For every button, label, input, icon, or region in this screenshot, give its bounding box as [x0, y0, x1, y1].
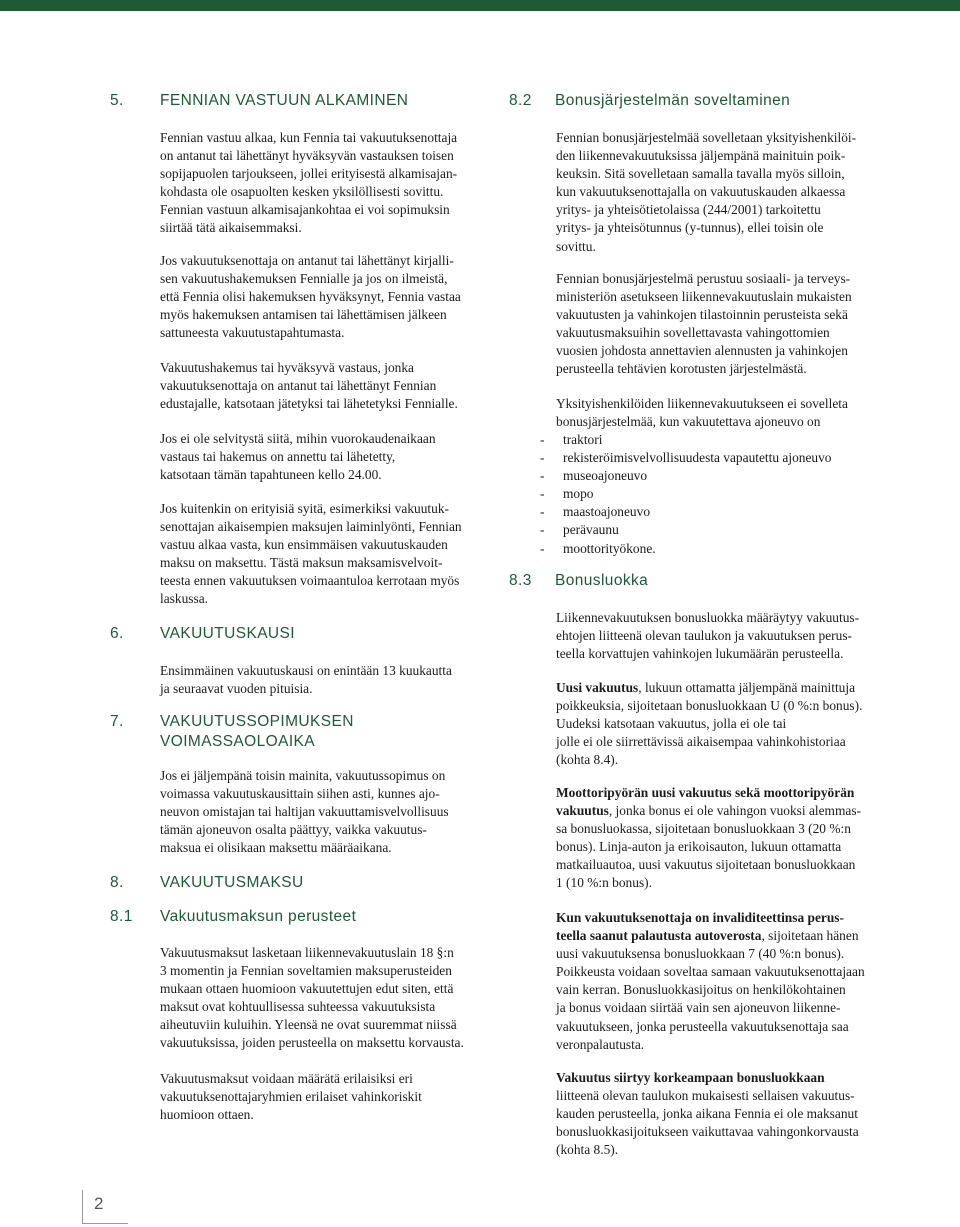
- heading-section-8: [110, 874, 304, 892]
- section-number: 8.1: [110, 908, 133, 925]
- heading-section-7: [110, 713, 354, 731]
- list-item: - perävaunu: [540, 521, 832, 539]
- list-dash: -: [540, 522, 545, 538]
- paragraph: Fennian vastuu alkaa, kun Fennia tai vakuutuksenottaja on antanut tai lähettänyt hyväksyvän vastauksen toisen sopijapuolen tarjoukseen, jollei erityisestä alkamisajan- kohdasta ole osapuolten kesken yksilöllisesti sovittu. Fennian vastuun alkamisajankohtaa ei voi sopimuksin siirtää tätä aikaisemmaksi.: [160, 130, 458, 236]
- section-title: VAKUUTUSKAUSI: [160, 625, 295, 642]
- paragraph: Vakuutushakemus tai hyväksyvä vastaus, jonka vakuutuksenottaja on antanut tai lähettänyt Fennian edustajalle, katsotaan jätetyksi tai lähetetyksi Fennialle.: [160, 360, 458, 412]
- section-title: Bonusluokka: [555, 572, 649, 589]
- paragraph: Fennian bonusjärjestelmää sovelletaan yksityishenkilöi- den liikennevakuutuksissa jäljempänä mainituin poik- keuksin. Sitä sovelletaan samalla tavalla myös silloin, kun vakuutuksenottajalla on vakuutuskauden alkaessa yritys- ja yhteisötietolaissa (244/2001) tarkoitettu yritys- ja yhteisötunnus (y-tunnus), ellei toisin ole sovittu.: [556, 130, 857, 254]
- paragraph: Ensimmäinen vakuutuskausi on enintään 13 kuukautta ja seuraavat vuoden pituisia.: [160, 663, 452, 697]
- section-title-line2: VOIMASSAOLOAIKA: [160, 733, 316, 750]
- emphasis: Vakuutus siirtyy korkeampaan bonusluokkaan: [556, 1070, 825, 1085]
- paragraph: Jos vakuutuksenottaja on antanut tai lähettänyt kirjalli- sen vakuutushakemuksen Fennialle ja jos on ilmeistä, että Fennia olisi hakemuksen hyväksynyt, Fennia vastaa myös hakemuksen antamisen tai lähettämisen jälkeen sattuneesta vakuutustapahtumasta.: [160, 253, 461, 341]
- section-title: Bonusjärjestelmän soveltaminen: [555, 92, 791, 109]
- section-title: VAKUUTUSMAKSU: [160, 874, 304, 891]
- section-number: 8.2: [509, 92, 532, 109]
- emphasis: Moottoripyörän uusi vakuutus sekä moottoripyörän vakuutus: [556, 785, 855, 819]
- paragraph: Jos ei ole selvitystä siitä, mihin vuorokaudenaikaan vastaus tai hakemus on annettu tai lähetetty, katsotaan tämän tapahtuneen kello 24.00.: [160, 431, 436, 483]
- paragraph: Jos kuitenkin on erityisiä syitä, esimerkiksi vakuutuk- senottajan aikaisempien maksujen laiminlyönti, Fennian vastuu alkaa vasta, kun ensimmäisen vakuutuskauden maksu on maksettu. Tästä maksun maksamisvelvoit- teesta ennen vakuutuksen voimaantuloa kerrotaan myös laskussa.: [160, 501, 462, 607]
- paragraph: Vakuutusmaksut voidaan määrätä erilaisiksi eri vakuutuksenottajaryhmien erilaiset vahinkoriskit huomioon ottaen.: [160, 1071, 422, 1123]
- paragraph: Jos ei jäljempänä toisin mainita, vakuutussopimus on voimassa vakuutuskausittain siihen asti, kunnes ajo- neuvon omistajan tai haltijan vakuuttamisvelvollisuus tämän ajoneuvon osalta päättyy, vaikka vakuutus- maksua ei olisikaan maksettu määräaikana.: [160, 768, 449, 856]
- footer-divider-vertical: [82, 1190, 83, 1224]
- list-dash: -: [540, 468, 545, 484]
- section-number: 5.: [110, 92, 124, 109]
- heading-section-8-3: [509, 572, 648, 590]
- section-number: 8.: [110, 874, 124, 891]
- heading-section-6: [110, 625, 295, 643]
- list-item: - museoajoneuvo: [540, 467, 832, 485]
- heading-section-8-2: [509, 92, 790, 110]
- list-item: - rekisteröimisvelvollisuudesta vapautettu ajoneuvo: [540, 449, 832, 467]
- section-number: 7.: [110, 713, 124, 730]
- heading-section-5: [110, 92, 408, 110]
- vehicle-exception-list: [540, 431, 832, 558]
- list-item: - maastoajoneuvo: [540, 503, 832, 521]
- heading-section-8-1: [110, 908, 356, 926]
- paragraph: Moottoripyörän uusi vakuutus sekä moottoripyörän vakuutus, jonka bonus ei ole vahingon vuoksi alemmas- sa bonusluokassa, sijoitetaan bonusluokkaan 3 (20 %:n bonus). Linja-auton ja erikoisauton, lukuun ottamatta matkailuautoa, uusi vakuutus sijoitetaan bonusluokkaan 1 (10 %:n bonus).: [556, 785, 862, 891]
- section-title: FENNIAN VASTUUN ALKAMINEN: [160, 92, 409, 109]
- list-dash: -: [540, 486, 545, 502]
- page-number: 2: [94, 1194, 104, 1213]
- list-dash: -: [540, 432, 545, 447]
- list-dash: -: [540, 504, 545, 520]
- section-number: 6.: [110, 625, 124, 642]
- section-title: Vakuutusmaksun perusteet: [160, 908, 357, 925]
- emphasis: Uusi vakuutus: [556, 680, 639, 695]
- list-dash: -: [540, 450, 545, 466]
- list-item: - traktori: [540, 431, 832, 449]
- paragraph: Kun vakuutuksenottaja on invaliditeettinsa perus- teella saanut palautusta autoverosta, sijoitetaan hänen uusi vakuutuksensa bonusluokkaan 7 (40 %:n bonus). Poikkeusta voidaan soveltaa samaan vakuutuksenottajaan vain kerran. Bonusluokkasijoitus on henkilökohtainen ja bonus voidaan siirtää vain sen ajoneuvon liikenne- vakuutukseen, jonka perusteella vakuutuksenottaja saa veronpalautusta.: [556, 910, 865, 1052]
- list-item: - moottorityökone.: [540, 540, 832, 558]
- top-accent-bar: [0, 0, 960, 11]
- paragraph: Vakuutusmaksut lasketaan liikennevakuutuslain 18 §:n 3 momentin ja Fennian soveltamien maksuperusteiden mukaan ottaen huomioon vakuutettujen edut siten, että maksut ovat kohtuullisessa suhteessa vakuutuksista aiheutuviin kuluihin. Yleensä ne ovat suuremmat niissä vakuutuksissa, joiden perusteella on maksettu korvausta.: [160, 945, 464, 1051]
- paragraph: Uusi vakuutus, lukuun ottamatta jäljempänä mainittuja poikkeuksia, sijoitetaan bonusluokkaan U (0 %:n bonus). Uudeksi katsotaan vakuutus, jolla ei ole tai jolle ei ole siirrettävissä aikaisempaa vahinkohistoriaa (kohta 8.4).: [556, 680, 863, 768]
- list-item: - mopo: [540, 485, 832, 503]
- paragraph: Fennian bonusjärjestelmä perustuu sosiaali- ja terveys- ministeriön asetukseen liikennevakuutuslain mukaisten vakuutusten ja vahinkojen tilastoinnin perusteista sekä vakuutusmaksuihin sovellettavasta vahingottomien vuosien johdosta annettavien alennusten ja vahinkojen perusteella tehtävien korotusten järjestelmästä.: [556, 271, 852, 377]
- emphasis: Kun vakuutuksenottaja on invaliditeettinsa perus- teella saanut palautusta autoverosta: [556, 910, 844, 944]
- footer-divider-horizontal: [82, 1223, 128, 1224]
- section-number: 8.3: [509, 572, 532, 589]
- section-title: VAKUUTUSSOPIMUKSEN: [160, 713, 354, 730]
- list-dash: -: [540, 540, 545, 556]
- paragraph: Yksityishenkilöiden liikennevakuutukseen ei sovelleta bonusjärjestelmää, kun vakuutettava ajoneuvo on: [556, 396, 848, 430]
- paragraph: Liikennevakuutuksen bonusluokka määräytyy vakuutus- ehtojen liitteenä olevan taulukon ja vakuutuksen perus- teella korvattujen vahinkojen lukumäärän perusteella.: [556, 610, 860, 662]
- paragraph: Vakuutus siirtyy korkeampaan bonusluokkaan liitteenä olevan taulukon mukaisesti sellaisen vakuutus- kauden perusteella, jonka aikana Fennia ei ole maksanut bonusluokkasijoitukseen vaikuttavaa vahingonkorvausta (kohta 8.5).: [556, 1070, 859, 1158]
